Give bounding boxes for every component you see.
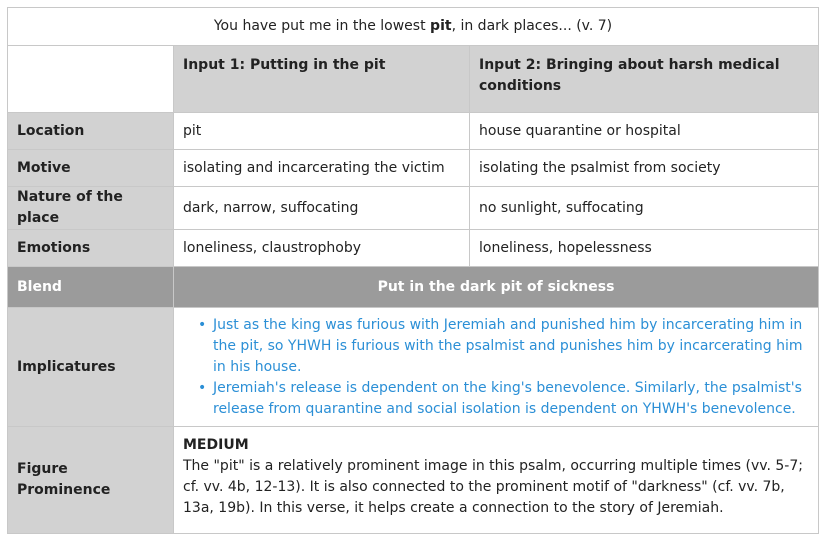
prominence-cell — [174, 427, 819, 534]
list-item: • Just as the king was furious with Jeremiah and punished him by incarcerating him in the pit, so YHWH is furious with the psalmist and punishes him by incarcerating him in his house. — [213, 315, 809, 378]
table-row — [8, 113, 819, 150]
blend-value: Put in the dark pit of sickness — [174, 267, 819, 308]
prominence-label: Figure Prominence — [8, 427, 174, 534]
input1-cell: dark, narrow, suffocating — [174, 187, 470, 230]
input1-cell: pit — [174, 113, 470, 150]
input1-cell: loneliness, claustrophoby — [174, 230, 470, 267]
row-label: Motive — [8, 150, 174, 187]
input2-cell: isolating the psalmist from society — [470, 150, 819, 187]
verse-title — [8, 8, 819, 46]
implicatures-list — [183, 315, 809, 420]
implicatures-cell — [174, 308, 819, 427]
input2-header: Input 2: Bringing about harsh medical conditions — [470, 46, 819, 113]
table-row — [8, 187, 819, 230]
row-label: Location — [8, 113, 174, 150]
input2-cell: loneliness, hopelessness — [470, 230, 819, 267]
blend-label: Blend — [8, 267, 174, 308]
table-row — [8, 150, 819, 187]
table-row — [8, 230, 819, 267]
verse-title-bold: pit — [430, 18, 452, 34]
blend-analysis-table — [7, 7, 819, 534]
row-label: Nature of the place — [8, 187, 174, 230]
input2-cell: house quarantine or hospital — [470, 113, 819, 150]
row-label: Emotions — [8, 230, 174, 267]
input1-header: Input 1: Putting in the pit — [174, 46, 470, 113]
implicatures-label: Implicatures — [8, 308, 174, 427]
verse-title-before: You have put me in the lowest — [213, 18, 431, 34]
list-item: • Jeremiah's release is dependent on the king's benevolence. Similarly, the psalmist's release from quarantine and social isolation is dependent on YHWH's benevolence. — [213, 378, 809, 420]
prominence-text: The "pit" is a relatively prominent image in this psalm, occurring multiple times (vv. 5-7; cf. vv. 4b, 12-13). It is also connected to the prominent motif of "darkness" (cf. vv. 7b, 13a, 19b). In this verse, it helps create a connection to the story of Jeremiah. — [183, 458, 803, 516]
input2-cell: no sunlight, suffocating — [470, 187, 819, 230]
input1-cell: isolating and incarcerating the victim — [174, 150, 470, 187]
verse-title-after: , in dark places... (v. 7) — [451, 18, 613, 34]
prominence-level: MEDIUM — [183, 437, 249, 453]
header-corner — [8, 46, 174, 113]
